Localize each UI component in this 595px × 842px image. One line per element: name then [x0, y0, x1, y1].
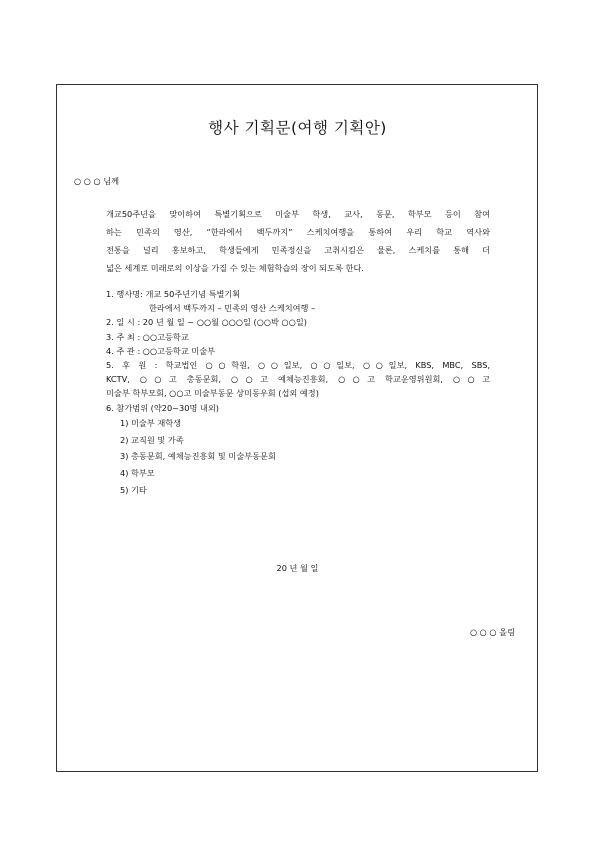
list-item: 2) 교직원 및 가족 — [120, 434, 184, 445]
intro-line: 넓은 세계로 미래로의 이상을 가질 수 있는 체험학습의 장이 되도록 한다. — [106, 263, 364, 273]
intro-paragraph — [106, 205, 490, 277]
item-event-name: 1. 행사명: 개교 50주년기념 특별기획 — [106, 289, 241, 299]
intro-line: 하는 민족의 영산, “한라에서 백두까지” 스케치여행을 통하여 우리 학교 역사와 — [106, 227, 490, 237]
plan-items — [106, 287, 490, 499]
item-sponsor: KCTV, ○○고 총동문회, ○○고 예체능진흥회, ○○고 학교운영위원회, ○○고 — [106, 374, 490, 385]
signature: ○ ○ ○ 올림 — [469, 627, 515, 637]
intro-line: 개교50주년을 맞이하여 특별기획으로 미술부 학생, 교사, 동문, 학부모 등이 참여 — [106, 209, 490, 219]
item-organizer: 4. 주 관 : ○○고등학교 미술부 — [106, 345, 216, 356]
list-item: 4) 학부모 — [120, 468, 155, 479]
document-title: 행사 기획문(여행 기획안) — [208, 119, 387, 137]
item-sponsor: 미술부 학부모회, ○○고 미술부동문 상미동우회 (섭외 예정) — [106, 388, 319, 399]
addressee: ○ ○ ○ 님께 — [74, 176, 120, 186]
document-date: 20 년 월 일 — [276, 563, 319, 573]
item-event-subtitle: 한라에서 백두까지 – 민족의 영산 스케치여행 – — [149, 303, 316, 314]
list-item: 1) 미술부 재학생 — [120, 417, 182, 428]
list-item: 5) 기타 — [120, 485, 147, 496]
item-participants-heading: 6. 참가범위 (약20~30명 내외) — [106, 402, 219, 413]
item-schedule: 2. 일 시 : 20 년 월 일 ~ ○○월 ○○○일 (○○박 ○○일) — [106, 317, 307, 328]
item-sponsor: 5. 후 원 : 학교법인 ○○학원, ○○일보, ○○일보, ○○일보, KBS, MBC, SBS, — [106, 360, 490, 371]
intro-line: 전통을 널리 홍보하고, 학생들에게 민족정신을 고취시킴은 물론, 스케치를 통해 더 — [106, 245, 490, 255]
list-item: 3) 총동문회, 예체능진흥회 및 미술부동문회 — [120, 451, 276, 462]
item-host: 3. 주 최 : ○○고등학교 — [106, 331, 189, 342]
